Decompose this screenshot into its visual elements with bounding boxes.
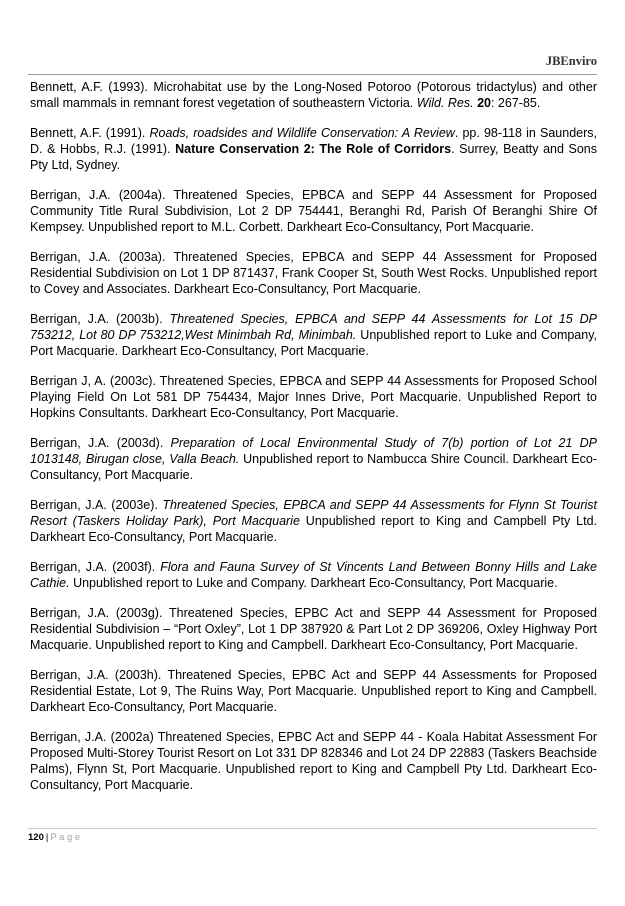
footer-separator: | — [45, 832, 49, 843]
reference-text-run: : 267-85. — [490, 96, 541, 110]
reference-list — [30, 79, 597, 807]
header-brand: JBEnviro — [545, 54, 597, 68]
reference-text-run: Preparation of Local Environmental Study of 7(b) portion of Lot 21 DP 1013148, Birugan close, Valla Beach. — [30, 436, 597, 466]
reference-text-run: . Surrey, Beatty and Sons Pty Ltd, Sydney. — [30, 142, 597, 172]
reference-entry — [30, 559, 597, 591]
reference-text-run: Berrigan, J.A. (2003b). — [30, 312, 170, 326]
reference-text-run: Berrigan J, A. (2003c). Threatened Species, EPBCA and SEPP 44 Assessments for Proposed School Playing Field On Lot 581 DP 754434, Major Innes Drive, Port Macquarie. Unpublished Report to Hopkins Consultants. Darkheart Eco-Consultancy, Port Macquarie. — [30, 374, 597, 420]
page-number: 120 — [28, 832, 44, 843]
reference-text-run: Roads, roadsides and Wildlife Conservation: A Review — [149, 126, 455, 140]
reference-text-run: Nature Conservation 2: The Role of Corridors — [175, 142, 452, 156]
reference-text-run: Unpublished report to King and Campbell Pty Ltd. Darkheart Eco-Consultancy, Port Macquarie. — [30, 514, 597, 544]
reference-entry — [30, 435, 597, 483]
reference-entry — [30, 667, 597, 715]
reference-entry — [30, 311, 597, 359]
page-label: Page — [50, 832, 83, 843]
reference-text-run: 20 — [477, 96, 491, 110]
reference-text-run: Berrigan, J.A. (2003g). Threatened Species, EPBC Act and SEPP 44 Assessment for Proposed Residential Subdivision – “Port Oxley”, Lot 1 DP 387920 & Part Lot 2 DP 369206, Oxley Highway Port Macquarie. Unpublished report to King and Campbell. Darkheart Eco-Consultancy, Port Macquarie. — [30, 606, 597, 652]
reference-text-run: Unpublished report to Luke and Company, Port Macquarie. Darkheart Eco-Consultancy, Port Macquarie. — [30, 328, 598, 358]
reference-text-run: Threatened Species, EPBCA and SEPP 44 Assessments for Flynn St Tourist Resort (Taskers Holiday Park), Port Macquarie — [30, 498, 597, 528]
reference-entry — [30, 249, 597, 297]
page-header — [28, 50, 597, 75]
reference-entry — [30, 605, 597, 653]
reference-entry — [30, 79, 597, 111]
reference-text-run: Bennett, A.F. (1991). — [30, 126, 150, 140]
reference-entry — [30, 729, 597, 793]
reference-text-run: Unpublished report to Luke and Company. Darkheart Eco-Consultancy, Port Macquarie. — [69, 576, 558, 590]
reference-entry — [30, 497, 597, 545]
reference-text-run: Bennett, A.F. (1993). Microhabitat use by the Long-Nosed Potoroo (Potorous tridactylus) and other small mammals in remnant forest vegetation of southeastern Victoria. — [30, 80, 597, 110]
reference-entry — [30, 125, 597, 173]
reference-text-run: Berrigan, J.A. (2003e). — [30, 498, 163, 512]
reference-text-run: Wild. Res. — [416, 96, 474, 110]
reference-text-run: Berrigan, J.A. (2003h). Threatened Species, EPBC Act and SEPP 44 Assessments for Proposed Residential Estate, Lot 9, The Ruins Way, Port Macquarie. Unpublished report to King and Campbell. Darkheart Eco-Consultancy, Port Macquarie. — [30, 668, 597, 714]
reference-text-run: Berrigan, J.A. (2003f). — [30, 560, 161, 574]
reference-text-run: Berrigan, J.A. (2003d). — [30, 436, 171, 450]
reference-text-run: Berrigan, J.A. (2002a) Threatened Species, EPBC Act and SEPP 44 - Koala Habitat Assessment For Proposed Multi-Storey Tourist Resort on Lot 331 DP 828346 and Lot 24 DP 22883 (Taskers Beachside Palms), Flynn St, Port Macquarie. Unpublished report to King and Campbell Pty Ltd. Darkheart Eco-Consultancy, Port Macquarie. — [30, 730, 597, 792]
reference-text-run: Berrigan, J.A. (2004a). Threatened Species, EPBCA and SEPP 44 Assessment for Proposed Community Title Rural Subdivision, Lot 2 DP 754441, Beranghi Rd, Parish Of Beranghi Shire Of Kempsey. Unpublished report to M.L. Corbett. Darkheart Eco-Consultancy, Port Macquarie. — [30, 188, 597, 234]
reference-entry — [30, 187, 597, 235]
reference-text-run: Threatened Species, EPBCA and SEPP 44 Assessments for Lot 15 DP 753212, Lot 80 DP 753212,West Minimbah Rd, Minimbah. — [30, 312, 597, 342]
reference-text-run: Berrigan, J.A. (2003a). Threatened Species, EPBCA and SEPP 44 Assessment for Proposed Residential Subdivision on Lot 1 DP 871437, Frank Cooper St, South West Rocks. Unpublished report to Covey and Associates. Darkheart Eco-Consultancy, Port Macquarie. — [30, 250, 597, 296]
page-footer — [28, 828, 597, 843]
reference-entry — [30, 373, 597, 421]
reference-text-run: . pp. 98-118 in Saunders, D. & Hobbs, R.J. (1991). — [30, 126, 597, 156]
reference-text-run: Unpublished report to Nambucca Shire Council. Darkheart Eco-Consultancy, Port Macquarie. — [30, 452, 598, 482]
reference-text-run: Flora and Fauna Survey of St Vincents Land Between Bonny Hills and Lake Cathie. — [30, 560, 597, 590]
